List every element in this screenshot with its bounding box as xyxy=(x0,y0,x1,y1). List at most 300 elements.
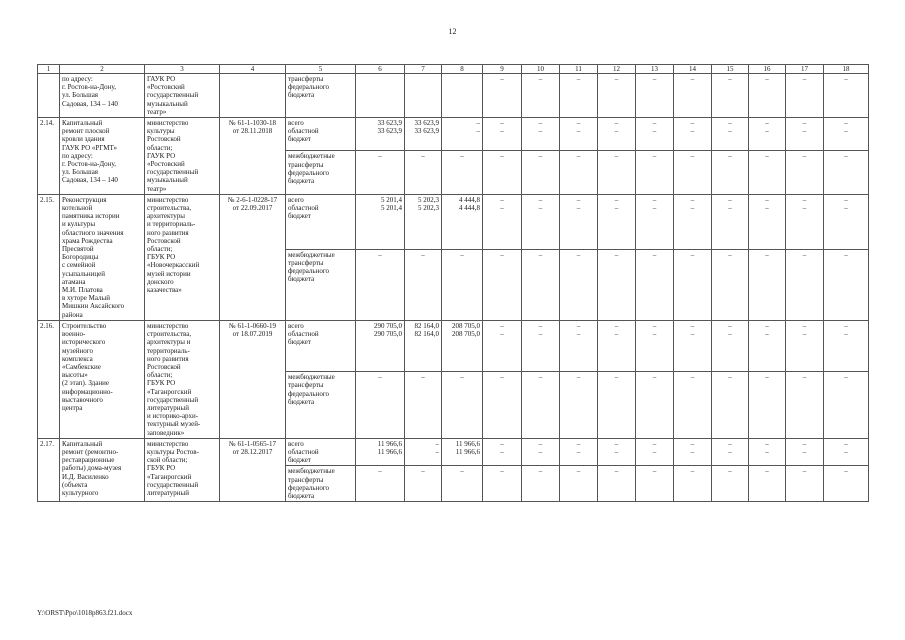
text-line: областной xyxy=(288,330,319,339)
text-line: и культуры xyxy=(62,220,96,229)
dash-cell: – xyxy=(749,466,786,502)
text-line: и историко-архи- xyxy=(147,412,199,421)
amount-regional: – xyxy=(476,127,480,136)
dash-regional: – xyxy=(576,447,581,456)
amount-total: 4 444,8 xyxy=(459,195,480,204)
text-line: тектурный музей- xyxy=(147,420,201,429)
text-line: министерство xyxy=(147,119,189,128)
amount-regional: 4 444,8 xyxy=(459,204,480,213)
dash-cell: – xyxy=(483,466,522,502)
dash-cell xyxy=(636,438,674,466)
text-line: района xyxy=(62,310,83,319)
column-header: 16 xyxy=(749,65,786,74)
amount-cell xyxy=(405,320,442,371)
column-header: 8 xyxy=(442,65,483,74)
text-line: областной xyxy=(288,127,319,136)
table-row xyxy=(38,194,869,249)
text-line: федерального xyxy=(288,83,330,92)
text-line: ремонт (ремонтно- xyxy=(62,447,119,456)
text-line: от 28.12.2017 xyxy=(232,447,273,456)
dash-regional: – xyxy=(765,330,769,339)
text-line: областной xyxy=(288,447,319,456)
object-name xyxy=(60,194,145,320)
amount-total: 5 202,3 xyxy=(418,195,439,204)
text-line: бюджет xyxy=(288,338,311,347)
text-line: г. Ростов-на-Дону, xyxy=(62,83,116,92)
text-line: котельной xyxy=(62,204,93,213)
dash-total: – xyxy=(690,439,695,448)
table-row xyxy=(38,438,869,466)
amount-regional: 290 705,0 xyxy=(374,330,402,339)
text-line: областной xyxy=(288,204,319,213)
dash-total: – xyxy=(802,119,807,128)
text-line: комплекса xyxy=(62,354,93,363)
funding-source xyxy=(286,320,356,371)
dash-total: – xyxy=(728,439,732,448)
dash-cell: – xyxy=(674,466,712,502)
text-line: территориаль- xyxy=(147,346,190,355)
text-line: «Таганрогский xyxy=(147,472,192,481)
text-line: ул. Большая xyxy=(62,168,99,177)
dash-regional: – xyxy=(802,330,807,339)
dash-cell: – xyxy=(560,249,598,320)
text-line: трансферты xyxy=(288,75,324,83)
dash-cell: – xyxy=(356,151,405,194)
text-line: архитектуры и xyxy=(147,338,191,347)
dash-total: – xyxy=(690,321,695,330)
dash-cell: – xyxy=(749,151,786,194)
dash-cell: – xyxy=(674,249,712,320)
text-line: (объекта xyxy=(62,480,88,489)
text-line: бюджета xyxy=(288,491,315,500)
text-line: № 2-6-1-0228-17 xyxy=(227,195,278,204)
amount-cell xyxy=(442,74,483,118)
executor xyxy=(145,438,220,501)
dash-cell: – xyxy=(483,74,522,118)
dash-regional: – xyxy=(652,447,657,456)
text-line: области; xyxy=(147,245,173,254)
object-name xyxy=(60,74,145,118)
dash-cell: – xyxy=(356,249,405,320)
amount-total: 290 705,0 xyxy=(374,321,402,330)
dash-cell xyxy=(636,118,674,151)
dash-cell xyxy=(749,438,786,466)
dash-cell xyxy=(749,118,786,151)
text-line: трансферты xyxy=(288,381,324,390)
dash-cell xyxy=(636,320,674,371)
dash-total: – xyxy=(728,119,732,128)
dash-total: – xyxy=(652,439,657,448)
dash-regional: – xyxy=(538,447,543,456)
text-line: государственный xyxy=(147,168,199,177)
text-line: заповедник» xyxy=(147,428,185,437)
column-header: 6 xyxy=(356,65,405,74)
dash-cell xyxy=(674,118,712,151)
dash-total: – xyxy=(614,119,619,128)
text-line: ного развития xyxy=(147,354,189,363)
text-line: Ростовской xyxy=(147,362,181,371)
text-line: музей истории xyxy=(147,269,191,278)
text-line: всего xyxy=(288,321,304,330)
dash-cell: – xyxy=(442,466,483,502)
text-line: ГБУК РО xyxy=(147,464,176,473)
text-line: Ростовской xyxy=(147,236,181,245)
dash-cell: – xyxy=(522,151,560,194)
text-line: трансферты xyxy=(288,258,324,267)
text-line: атамана xyxy=(62,277,86,286)
page-number: 12 xyxy=(448,27,457,36)
table-row xyxy=(38,320,869,371)
dash-total: – xyxy=(765,119,769,128)
dash-cell: – xyxy=(786,74,824,118)
dash-cell xyxy=(522,320,560,371)
column-header: 9 xyxy=(483,65,522,74)
dash-cell xyxy=(824,118,869,151)
dash-cell xyxy=(483,118,522,151)
text-line: М.И. Платова xyxy=(62,286,103,295)
dash-cell xyxy=(674,320,712,371)
dash-regional: – xyxy=(728,330,732,339)
text-line: трансферты xyxy=(288,160,324,169)
text-line: И.Д. Василенко xyxy=(62,472,109,481)
dash-total: – xyxy=(802,321,807,330)
dash-total: – xyxy=(576,321,581,330)
dash-regional: – xyxy=(652,127,657,136)
text-line: строительства, xyxy=(147,330,192,339)
text-line: Ростовской xyxy=(147,135,181,144)
dash-cell: – xyxy=(483,249,522,320)
amount-cell xyxy=(356,194,405,249)
dash-cell: – xyxy=(712,372,749,439)
amount-cell xyxy=(405,194,442,249)
dash-regional: – xyxy=(500,127,504,136)
funding-source xyxy=(286,194,356,249)
text-line: литературный xyxy=(147,488,189,497)
row-number: 2.14. xyxy=(38,118,60,195)
dash-cell xyxy=(636,194,674,249)
dash-regional: – xyxy=(576,330,581,339)
text-line: театр» xyxy=(147,184,167,193)
dash-cell xyxy=(598,118,636,151)
amount-regional: 82 164,0 xyxy=(414,330,439,339)
dash-cell xyxy=(598,194,636,249)
text-line: от 28.11.2018 xyxy=(232,127,273,136)
dash-regional: – xyxy=(802,447,807,456)
dash-cell xyxy=(786,118,824,151)
dash-regional: – xyxy=(576,204,581,213)
amount-cell xyxy=(442,438,483,466)
dash-total: – xyxy=(576,439,581,448)
text-line: областного значения xyxy=(62,228,124,237)
dash-cell xyxy=(824,320,869,371)
dash-regional: – xyxy=(765,447,769,456)
header-row xyxy=(38,65,869,74)
expertise-number xyxy=(220,320,286,438)
dash-total: – xyxy=(652,195,657,204)
text-line: № 61-1-1030-18 xyxy=(229,119,276,128)
funding-source xyxy=(286,249,356,320)
dash-cell: – xyxy=(560,372,598,439)
text-line: межбюджетные xyxy=(288,152,335,161)
dash-total: – xyxy=(844,119,848,128)
dash-cell xyxy=(786,194,824,249)
dash-regional: – xyxy=(765,204,769,213)
text-line: культуры xyxy=(147,127,175,136)
dash-total: – xyxy=(690,119,695,128)
dash-total: – xyxy=(652,119,657,128)
dash-regional: – xyxy=(844,204,848,213)
dash-regional: – xyxy=(614,447,619,456)
column-header: 14 xyxy=(674,65,712,74)
dash-cell xyxy=(712,320,749,371)
dash-cell xyxy=(712,194,749,249)
column-header: 5 xyxy=(286,65,356,74)
dash-regional: – xyxy=(728,127,732,136)
text-line: Садовая, 134 – 140 xyxy=(62,176,118,185)
dash-cell: – xyxy=(824,249,869,320)
amount-total: – xyxy=(476,119,480,128)
text-line: донского xyxy=(147,277,174,286)
expertise-number xyxy=(220,118,286,195)
text-line: реставрационные xyxy=(62,456,115,465)
text-line: ГБУК РО xyxy=(147,379,176,388)
text-line: всего xyxy=(288,195,304,204)
dash-total: – xyxy=(844,321,848,330)
dash-cell: – xyxy=(522,466,560,502)
dash-cell: – xyxy=(598,466,636,502)
dash-cell: – xyxy=(356,372,405,439)
text-line: федерального xyxy=(288,483,330,492)
dash-regional: – xyxy=(538,204,543,213)
budget-table xyxy=(37,64,869,502)
dash-regional: – xyxy=(728,204,732,213)
text-line: ного развития xyxy=(147,228,189,237)
dash-cell: – xyxy=(712,466,749,502)
amount-cell xyxy=(405,118,442,151)
row-number: 2.16. xyxy=(38,320,60,438)
amount-cell xyxy=(356,320,405,371)
amount-regional: 5 201,4 xyxy=(381,204,402,213)
amount-cell xyxy=(405,438,442,466)
text-line: исторического xyxy=(62,338,106,347)
text-line: федерального xyxy=(288,168,330,177)
text-line: ул. Большая xyxy=(62,91,99,100)
dash-regional: – xyxy=(690,330,695,339)
column-header: 2 xyxy=(60,65,145,74)
text-line: Капитальный xyxy=(62,119,103,128)
text-line: в хуторе Малый xyxy=(62,294,110,303)
text-line: «Ростовский xyxy=(147,160,185,169)
text-line: бюджета xyxy=(288,275,315,284)
dash-cell: – xyxy=(636,74,674,118)
amount-total: 208 705,0 xyxy=(452,321,480,330)
row-number xyxy=(38,74,60,118)
text-line: «Таганрогский xyxy=(147,387,192,396)
dash-cell xyxy=(522,118,560,151)
dash-regional: – xyxy=(652,204,657,213)
dash-total: – xyxy=(614,321,619,330)
text-line: литературный xyxy=(147,403,189,412)
dash-cell: – xyxy=(824,74,869,118)
text-line: ремонт плоской xyxy=(62,127,110,136)
text-line: Капитальный xyxy=(62,439,103,448)
dash-cell xyxy=(483,438,522,466)
row-number: 2.17. xyxy=(38,438,60,501)
dash-regional: – xyxy=(576,127,581,136)
text-line: федерального xyxy=(288,389,330,398)
text-line: военно- xyxy=(62,330,86,339)
text-line: усыпальницей xyxy=(62,269,106,278)
text-line: памятника истории xyxy=(62,212,120,221)
expertise-number xyxy=(220,438,286,501)
dash-regional: – xyxy=(538,127,543,136)
dash-total: – xyxy=(614,439,619,448)
dash-regional: – xyxy=(728,447,732,456)
amount-regional: 208 705,0 xyxy=(452,330,480,339)
text-line: с семейной xyxy=(62,261,96,270)
amount-total: 82 164,0 xyxy=(414,321,439,330)
executor xyxy=(145,320,220,438)
amount-cell xyxy=(356,118,405,151)
amount-cell xyxy=(356,438,405,466)
dash-cell: – xyxy=(636,372,674,439)
text-line: бюджет xyxy=(288,456,311,465)
amount-regional: 11 966,6 xyxy=(377,447,402,456)
expertise-number xyxy=(220,74,286,118)
dash-cell xyxy=(483,320,522,371)
dash-cell: – xyxy=(712,151,749,194)
text-line: области; xyxy=(147,143,173,152)
text-line: центра xyxy=(62,403,83,412)
text-line: выставочного xyxy=(62,395,103,404)
dash-cell xyxy=(824,438,869,466)
text-line: Мишкин Аксайского xyxy=(62,302,125,311)
dash-total: – xyxy=(500,439,504,448)
dash-cell: – xyxy=(598,372,636,439)
dash-total: – xyxy=(765,321,769,330)
executor xyxy=(145,118,220,195)
dash-cell: – xyxy=(598,249,636,320)
dash-cell: – xyxy=(636,466,674,502)
dash-regional: – xyxy=(802,204,807,213)
text-line: бюджета xyxy=(288,177,315,186)
column-header: 11 xyxy=(560,65,598,74)
dash-regional: – xyxy=(614,330,619,339)
dash-regional: – xyxy=(500,204,504,213)
dash-cell xyxy=(749,320,786,371)
text-line: от 18.07.2019 xyxy=(232,330,273,339)
text-line: бюджет xyxy=(288,135,311,144)
text-line: Садовая, 134 – 140 xyxy=(62,99,118,108)
dash-cell: – xyxy=(674,151,712,194)
dash-total: – xyxy=(614,195,619,204)
amount-cell xyxy=(442,320,483,371)
text-line: бюджета xyxy=(288,397,315,406)
object-name xyxy=(60,320,145,438)
dash-cell: – xyxy=(636,151,674,194)
dash-total: – xyxy=(500,195,504,204)
dash-cell: – xyxy=(786,151,824,194)
dash-cell: – xyxy=(405,249,442,320)
text-line: казачества» xyxy=(147,286,182,295)
amount-cell xyxy=(442,118,483,151)
text-line: «Новочеркасский xyxy=(147,261,200,270)
dash-total: – xyxy=(844,439,848,448)
amount-regional: 33 623,9 xyxy=(414,127,439,136)
text-line: и территориаль- xyxy=(147,220,196,229)
text-line: г. Ростов-на-Дону, xyxy=(62,160,116,169)
text-line: от 22.09.2017 xyxy=(232,204,273,213)
text-line: ГАУК РО xyxy=(147,151,176,160)
funding-source xyxy=(286,466,356,502)
dash-cell: – xyxy=(786,372,824,439)
dash-regional: – xyxy=(844,330,848,339)
dash-cell: – xyxy=(749,372,786,439)
dash-total: – xyxy=(802,439,807,448)
column-header: 12 xyxy=(598,65,636,74)
column-header: 4 xyxy=(220,65,286,74)
column-header: 17 xyxy=(786,65,824,74)
amount-total: 33 623,9 xyxy=(414,119,439,128)
funding-source xyxy=(286,74,356,118)
row-number: 2.15. xyxy=(38,194,60,320)
object-name xyxy=(60,438,145,501)
dash-cell: – xyxy=(560,74,598,118)
dash-cell: – xyxy=(712,249,749,320)
dash-cell: – xyxy=(824,151,869,194)
text-line: ГБУК РО xyxy=(147,253,176,262)
text-line: музейного xyxy=(62,346,93,355)
dash-regional: – xyxy=(538,330,543,339)
dash-cell xyxy=(712,438,749,466)
dash-regional: – xyxy=(652,330,657,339)
dash-cell: – xyxy=(712,74,749,118)
dash-total: – xyxy=(765,439,769,448)
dash-cell xyxy=(749,194,786,249)
funding-source xyxy=(286,372,356,439)
dash-total: – xyxy=(538,119,543,128)
column-header: 3 xyxy=(145,65,220,74)
dash-cell: – xyxy=(749,74,786,118)
dash-cell xyxy=(674,438,712,466)
column-header: 1 xyxy=(38,65,60,74)
text-line: всего xyxy=(288,439,304,448)
dash-cell xyxy=(674,194,712,249)
dash-total: – xyxy=(728,195,732,204)
object-name xyxy=(60,118,145,195)
text-line: музыкальный xyxy=(147,99,188,108)
text-line: области; xyxy=(147,371,173,380)
amount-regional: – xyxy=(435,447,439,456)
dash-regional: – xyxy=(844,447,848,456)
dash-cell xyxy=(598,438,636,466)
amount-regional: 5 202,3 xyxy=(418,204,439,213)
executor xyxy=(145,194,220,320)
dash-total: – xyxy=(844,195,848,204)
table-row xyxy=(38,74,869,118)
dash-cell xyxy=(786,438,824,466)
text-line: всего xyxy=(288,119,304,128)
dash-cell: – xyxy=(786,466,824,502)
amount-total: – xyxy=(435,439,439,448)
text-line: строительства, xyxy=(147,204,192,213)
text-line: работы) дома-музея xyxy=(62,464,122,473)
text-line: министерство xyxy=(147,321,189,330)
dash-cell xyxy=(522,194,560,249)
text-line: кровли здания xyxy=(62,135,105,144)
amount-cell xyxy=(356,74,405,118)
dash-cell: – xyxy=(824,372,869,439)
